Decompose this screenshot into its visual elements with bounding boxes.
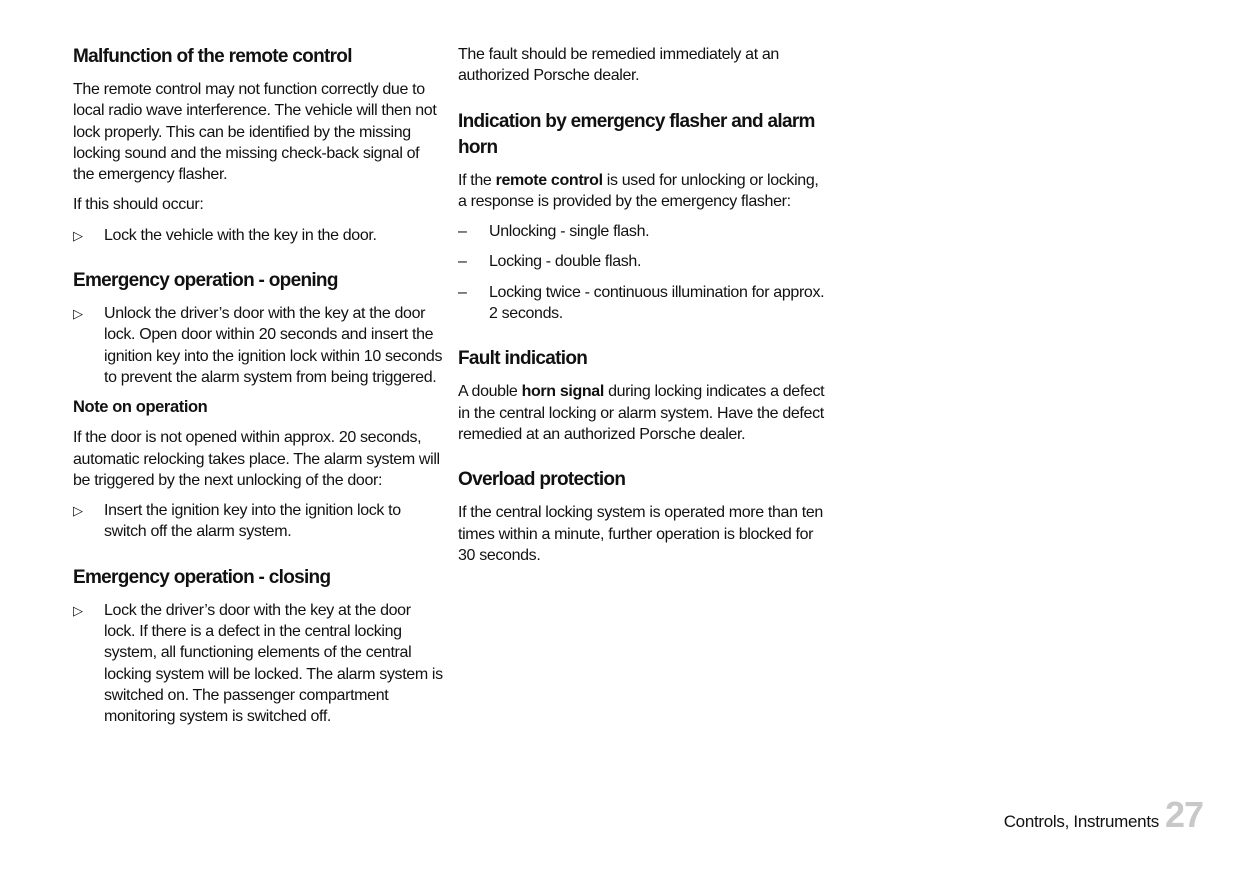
malfunction-heading: Malfunction of the remote control <box>73 46 352 67</box>
step-text: Insert the ignition key into the ignition lock to switch off the alarm system. <box>104 502 401 541</box>
bold-term: remote control <box>495 171 603 189</box>
step-text: Unlock the driver’s door with the key at the door lock. Open door within 20 seconds and insert the ignition key into the ignition lock within 10 seconds to prevent the alarm system from being triggered. <box>104 305 443 386</box>
indication-heading: Indication by emergency flasher and alarm horn <box>458 110 815 158</box>
page-number: 27 <box>1164 794 1203 835</box>
fault-heading: Fault indication <box>458 348 588 370</box>
opening-step-2 <box>73 500 443 543</box>
left-column <box>73 44 443 737</box>
text-segment: A double <box>458 383 522 401</box>
dash-icon: – <box>458 283 467 301</box>
page-footer <box>1004 794 1203 836</box>
step-arrow-icon: ▷ <box>73 602 83 618</box>
bold-term: horn signal <box>521 383 604 401</box>
list-item-text: Locking - double flash. <box>489 253 642 271</box>
step-text: Lock the vehicle with the key in the door. <box>104 226 377 244</box>
dash-icon: – <box>458 253 467 271</box>
fault-paragraph <box>458 381 828 445</box>
step-arrow-icon: ▷ <box>73 227 83 243</box>
step-arrow-icon: ▷ <box>73 306 83 322</box>
text-segment: during locking indicates a defect in the central locking or alarm system. Have the defect remedied at an authorized Porsche dealer. <box>458 383 825 443</box>
dash-icon: – <box>458 223 467 241</box>
list-item <box>458 282 828 325</box>
list-item-text: Unlocking - single flash. <box>489 223 650 241</box>
list-item <box>458 251 828 272</box>
opening-step <box>73 303 443 388</box>
right-column <box>458 44 828 575</box>
text-segment: If the <box>458 171 496 189</box>
closing-step <box>73 600 443 728</box>
intro-paragraph: The fault should be remedied immediately at an authorized Porsche dealer. <box>458 46 779 85</box>
opening-heading: Emergency operation - opening <box>73 270 338 292</box>
text-segment: is used for unlocking or locking, a response is provided by the emergency flasher: <box>458 171 819 210</box>
indication-paragraph <box>458 170 828 213</box>
closing-heading: Emergency operation - closing <box>73 566 331 588</box>
list-item-text: Locking twice - continuous illumination for approx. 2 seconds. <box>489 283 825 323</box>
malfunction-paragraph: The remote control may not function correctly due to local radio wave interference. The vehicle will then not lock properly. This can be identified by the missing locking sound and the missing check-back signal of the emergency flasher. <box>73 81 437 184</box>
step-arrow-icon: ▷ <box>73 503 83 519</box>
overload-heading: Overload protection <box>458 469 626 491</box>
section-label: Controls, Instruments <box>1003 812 1159 831</box>
malfunction-step <box>73 225 443 246</box>
note-heading: Note on operation <box>73 398 208 417</box>
note-paragraph: If the door is not opened within approx. 20 seconds, automatic relocking takes place. The alarm system will be triggered by the next unlocking of the door: <box>73 429 440 489</box>
step-text: Lock the driver’s door with the key at the door lock. If there is a defect in the central locking system, all functioning elements of the central locking system will be locked. The alarm system is switched on. The passenger compartment monitoring system is switched off. <box>104 601 443 726</box>
list-item <box>458 221 828 242</box>
occur-paragraph: If this should occur: <box>73 196 204 214</box>
overload-paragraph: If the central locking system is operated more than ten times within a minute, further operation is blocked for 30 seconds. <box>458 504 823 564</box>
